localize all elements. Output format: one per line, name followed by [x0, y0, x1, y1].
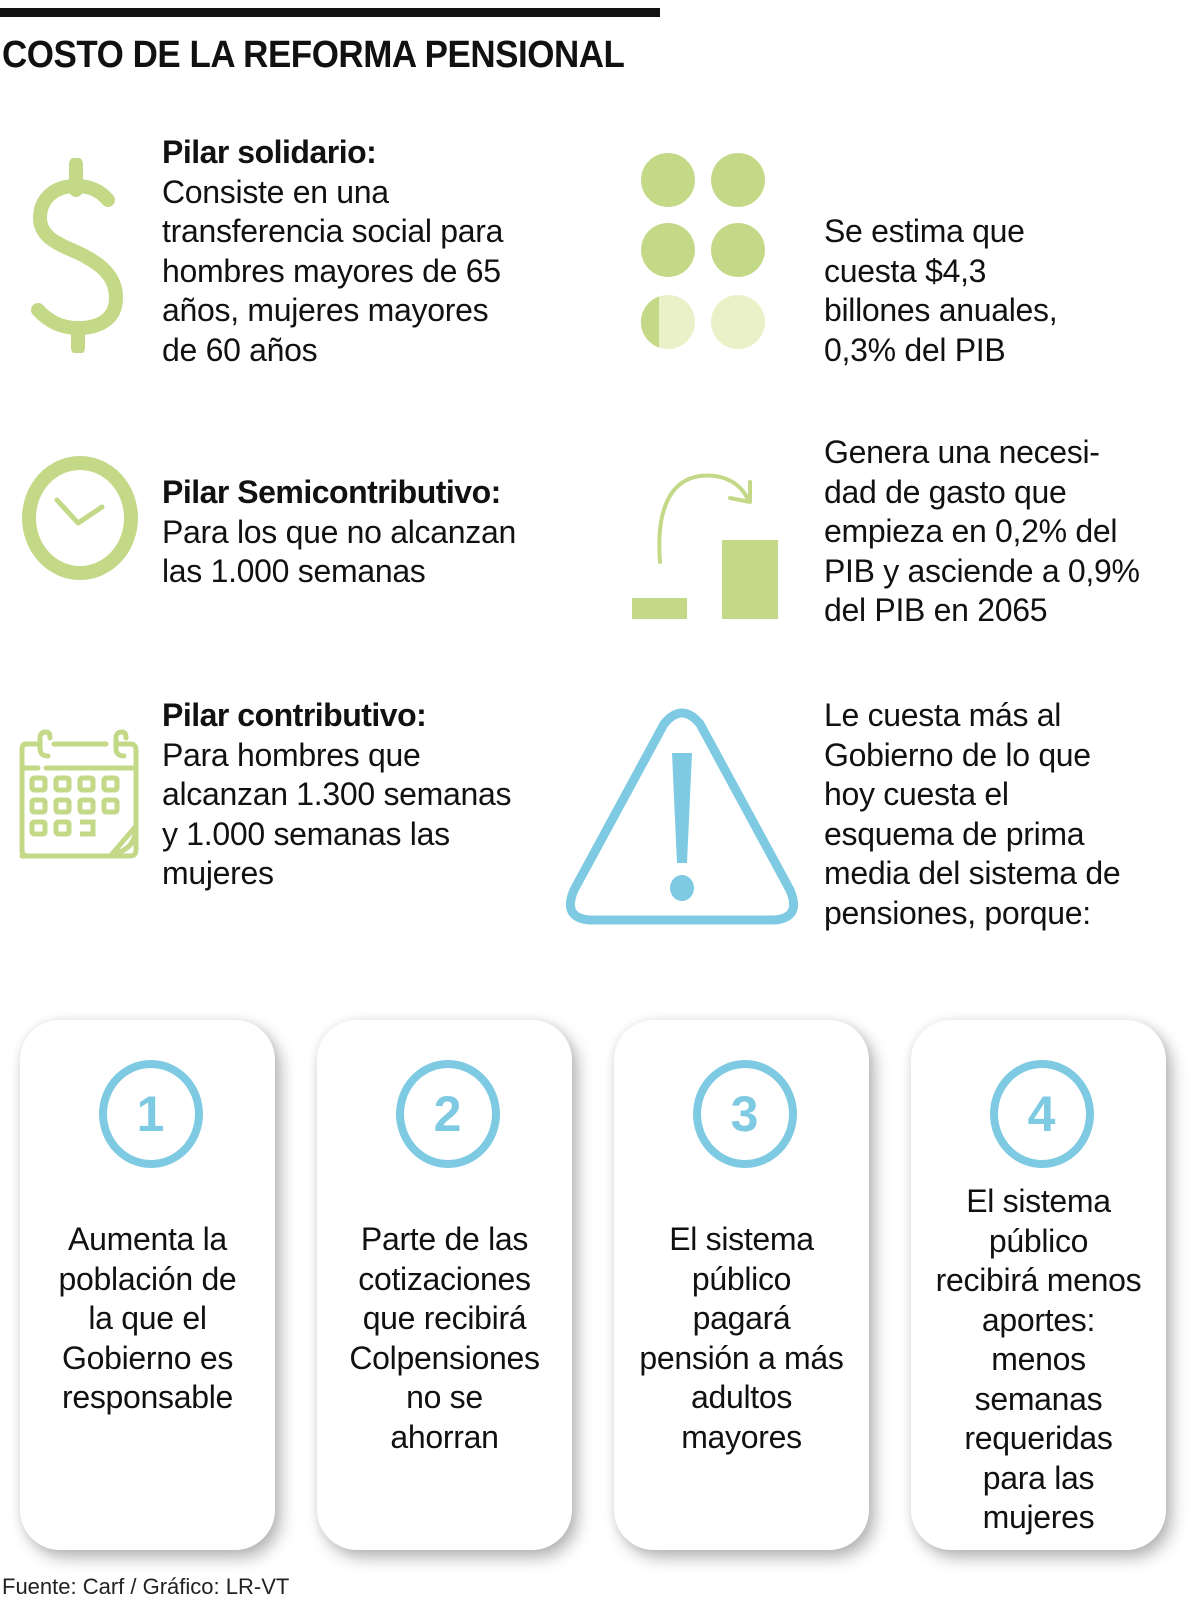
reason-line: responsable [61, 1379, 234, 1415]
reason-line: mujeres [982, 1499, 1095, 1535]
reason-line: para las [982, 1459, 1095, 1496]
reason-line: adultos [690, 1379, 793, 1415]
pillar-line: Consiste en una [162, 173, 389, 210]
reason-card-2 [317, 1020, 572, 1550]
pillar-heading: Pilar Semicontributivo: [162, 474, 501, 510]
reason-line: pensión a más [639, 1339, 844, 1376]
fact-line: Genera una necesi- [824, 434, 1100, 470]
reason-line: no se [406, 1379, 483, 1415]
fact-line: pensiones, porque: [824, 894, 1091, 931]
fact-line: Le cuesta más al [824, 697, 1062, 733]
fact-gasto [824, 433, 1140, 631]
reason-line: mayores [681, 1418, 802, 1455]
pillar-solidario [162, 133, 503, 370]
pillar-line: alcanzan 1.300 semanas [162, 776, 512, 812]
reason-line: requeridas [964, 1420, 1113, 1456]
reason-line: Colpensiones [349, 1339, 540, 1376]
pillar-line: mujeres [162, 855, 274, 891]
reason-line: cotizaciones [358, 1260, 531, 1297]
reason-line: semanas [974, 1380, 1103, 1417]
fact-line: Gobierno de lo que [824, 736, 1091, 773]
reason-text [317, 1220, 572, 1457]
reason-line: población de [58, 1260, 237, 1297]
reason-line: aportes: [981, 1301, 1096, 1338]
reason-card-4 [911, 1020, 1166, 1550]
fact-line: cuesta $4,3 [824, 252, 987, 289]
number-badge: 3 [693, 1060, 797, 1168]
clock-icon [22, 455, 142, 581]
fact-line: dad de gasto que [824, 473, 1067, 510]
number-badge: 1 [99, 1060, 203, 1168]
fact-costo-gobierno [824, 696, 1120, 933]
reason-text [911, 1182, 1166, 1538]
reason-line: ahorran [390, 1418, 499, 1455]
pillar-heading: Pilar contributivo: [162, 697, 427, 733]
pillar-line: y 1.000 semanas las [162, 815, 450, 852]
fact-cost [824, 212, 1057, 370]
fact-line: 0,3% del PIB [824, 331, 1006, 368]
pillar-line: Para los que no alcanzan [162, 513, 516, 550]
pillar-line: de 60 años [162, 331, 318, 368]
fact-line: hoy cuesta el [824, 776, 1009, 812]
reason-line: El sistema [669, 1221, 814, 1257]
reason-line: público [691, 1260, 792, 1297]
reason-card-1 [20, 1020, 275, 1550]
pillar-line: transferencia social para [162, 213, 504, 249]
fact-line: empieza en 0,2% del [824, 513, 1118, 549]
pillar-line: las 1.000 semanas [162, 553, 426, 589]
reason-line: Parte de las [360, 1221, 529, 1257]
pillar-semicontributivo [162, 473, 516, 592]
fact-line: billones anuales, [824, 292, 1058, 328]
reason-line: menos [991, 1341, 1086, 1377]
reason-line: público [988, 1222, 1089, 1259]
fact-line: Se estima que [824, 213, 1025, 249]
dollar-icon [28, 158, 128, 353]
reason-line: recibirá menos [935, 1262, 1142, 1298]
reason-line: Gobierno es [61, 1339, 234, 1376]
fact-line: esquema de prima [824, 815, 1085, 852]
dots-icon [640, 152, 770, 352]
reason-text [614, 1220, 869, 1457]
reason-line: la que el [88, 1300, 207, 1336]
pillar-contributivo [162, 696, 511, 894]
warning-icon [562, 708, 802, 938]
pillar-line: hombres mayores de 65 [162, 252, 501, 289]
reason-text [20, 1220, 275, 1418]
page-title: COSTO DE LA REFORMA PENSIONAL [2, 34, 625, 76]
growth-arrow-icon [630, 470, 800, 620]
source-credit: Fuente: Carf / Gráfico: LR-VT [2, 1574, 290, 1599]
fact-line: del PIB en 2065 [824, 592, 1048, 628]
top-rule [0, 8, 660, 17]
reason-card-3 [614, 1020, 869, 1550]
pillar-heading: Pilar solidario: [162, 134, 377, 170]
pillar-line: años, mujeres mayores [162, 292, 489, 328]
number-badge: 4 [990, 1060, 1094, 1168]
pillar-line: Para hombres que [162, 736, 421, 773]
fact-line: PIB y asciende a 0,9% [824, 552, 1140, 589]
reason-line: Aumenta la [68, 1221, 227, 1257]
calendar-icon [18, 726, 142, 862]
reason-line: que recibirá [362, 1300, 527, 1336]
reason-line: El sistema [966, 1183, 1111, 1219]
fact-line: media del sistema de [824, 855, 1121, 891]
number-badge: 2 [396, 1060, 500, 1168]
reason-line: pagará [692, 1300, 791, 1336]
